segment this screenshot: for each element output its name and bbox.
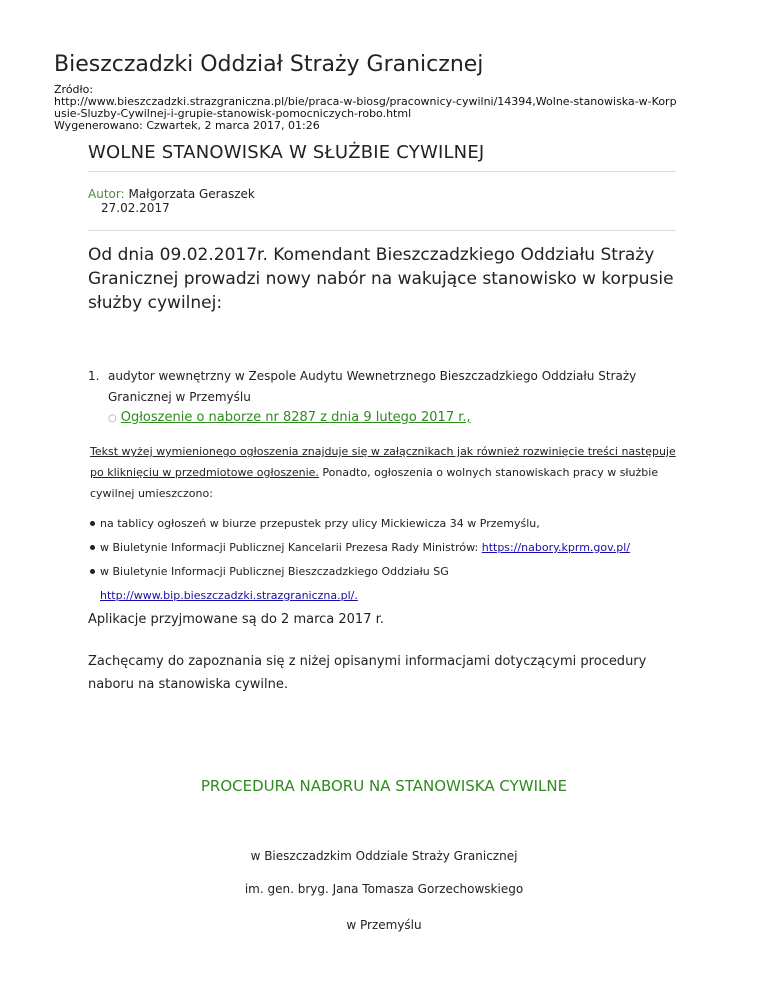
- positions-list: [88, 366, 678, 429]
- bullet-icon: [90, 521, 95, 526]
- kprm-link[interactable]: https://nabory.kprm.gov.pl/: [481, 541, 631, 554]
- circle-bullet-icon: ○: [108, 413, 117, 424]
- author-label: Autor:: [88, 187, 125, 201]
- source-url-line-2: usie-Sluzby-Cywilnej-i-grupie-stanowisk-pomocniczych-robo.html: [54, 108, 412, 120]
- procedure-subline: im. gen. bryg. Jana Tomasza Gorzechowskiego: [244, 882, 524, 896]
- author-divider: [88, 230, 676, 231]
- bullet-icon: [90, 569, 95, 574]
- locations-list: [90, 512, 690, 608]
- bip-link-row: [90, 584, 690, 608]
- procedure-heading: PROCEDURA NABORU NA STANOWISKA CYWILNE: [200, 777, 568, 795]
- print-metadata: [54, 84, 714, 132]
- title-divider: [88, 171, 676, 172]
- location-text: na tablicy ogłoszeń w biurze przepustek przy ulicy Mickiewicza 34 w Przemyślu,: [100, 517, 540, 530]
- procedure-subline: w Przemyślu: [346, 918, 422, 932]
- publish-date: 27.02.2017: [101, 201, 170, 215]
- list-number: 1.: [88, 369, 100, 383]
- author-name: Małgorzata Geraszek: [128, 187, 255, 201]
- location-text: w Biuletynie Informacji Publicznej Bieszczadzkiego Oddziału SG: [100, 565, 449, 578]
- article-title: WOLNE STANOWISKA W SŁUŻBIE CYWILNEJ: [88, 142, 485, 163]
- list-item: [88, 366, 678, 429]
- source-url-line-1: http://www.bieszczadzki.strazgraniczna.pl/bie/praca-w-biosg/pracownicy-cywilni/14394,Wolne-stanowiska-w-Korp: [54, 96, 677, 108]
- position-text: audytor wewnętrzny w Zespole Audytu Wewnetrznego Bieszczadzkiego Oddziału Straży Granicznej w Przemyślu: [108, 369, 637, 404]
- site-title: Bieszczadzki Oddział Straży Granicznej: [54, 52, 484, 77]
- invite-paragraph: Zachęcamy do zapoznania się z niżej opisanymi informacjami dotyczącymi procedury naboru na stanowiska cywilne.: [88, 654, 647, 692]
- list-item: [90, 536, 690, 560]
- note-underlined-text: Tekst wyżej wymienionego ogłoszenia znajduje się w załącznikach jak również rozwinięcie treści następuje po kliknięciu w przedmiotowe ogłoszenie.: [90, 445, 676, 479]
- bullet-icon: [90, 545, 95, 550]
- list-item: [90, 512, 690, 536]
- location-text: w Biuletynie Informacji Publicznej Kancelarii Prezesa Rady Ministrów:: [100, 541, 482, 554]
- author-block: [88, 187, 255, 215]
- lead-heading: Od dnia 09.02.2017r. Komendant Bieszczadzkiego Oddziału Straży Granicznej prowadzi nowy nabór na wakujące stanowisko w korpusie służby cywilnej:: [88, 245, 674, 313]
- bip-link[interactable]: http://www.bip.bieszczadzki.strazgraniczna.pl/.: [100, 589, 358, 602]
- source-label: Źródło:: [54, 84, 94, 96]
- attachments-note: [90, 441, 680, 504]
- applications-deadline: Aplikacje przyjmowane są do 2 marca 2017 r.: [88, 612, 384, 627]
- list-item: [90, 560, 690, 584]
- announcement-sub-item: [108, 408, 678, 429]
- procedure-subline: w Bieszczadzkim Oddziale Straży Granicznej: [250, 849, 518, 863]
- generated-timestamp: Wygenerowano: Czwartek, 2 marca 2017, 01:26: [54, 120, 320, 132]
- note-text: Ponadto, ogłoszenia o wolnych stanowiskach pracy w służbie cywilnej umieszczono:: [90, 466, 659, 500]
- announcement-link[interactable]: Ogłoszenie o naborze nr 8287 z dnia 9 lutego 2017 r.,: [120, 410, 471, 425]
